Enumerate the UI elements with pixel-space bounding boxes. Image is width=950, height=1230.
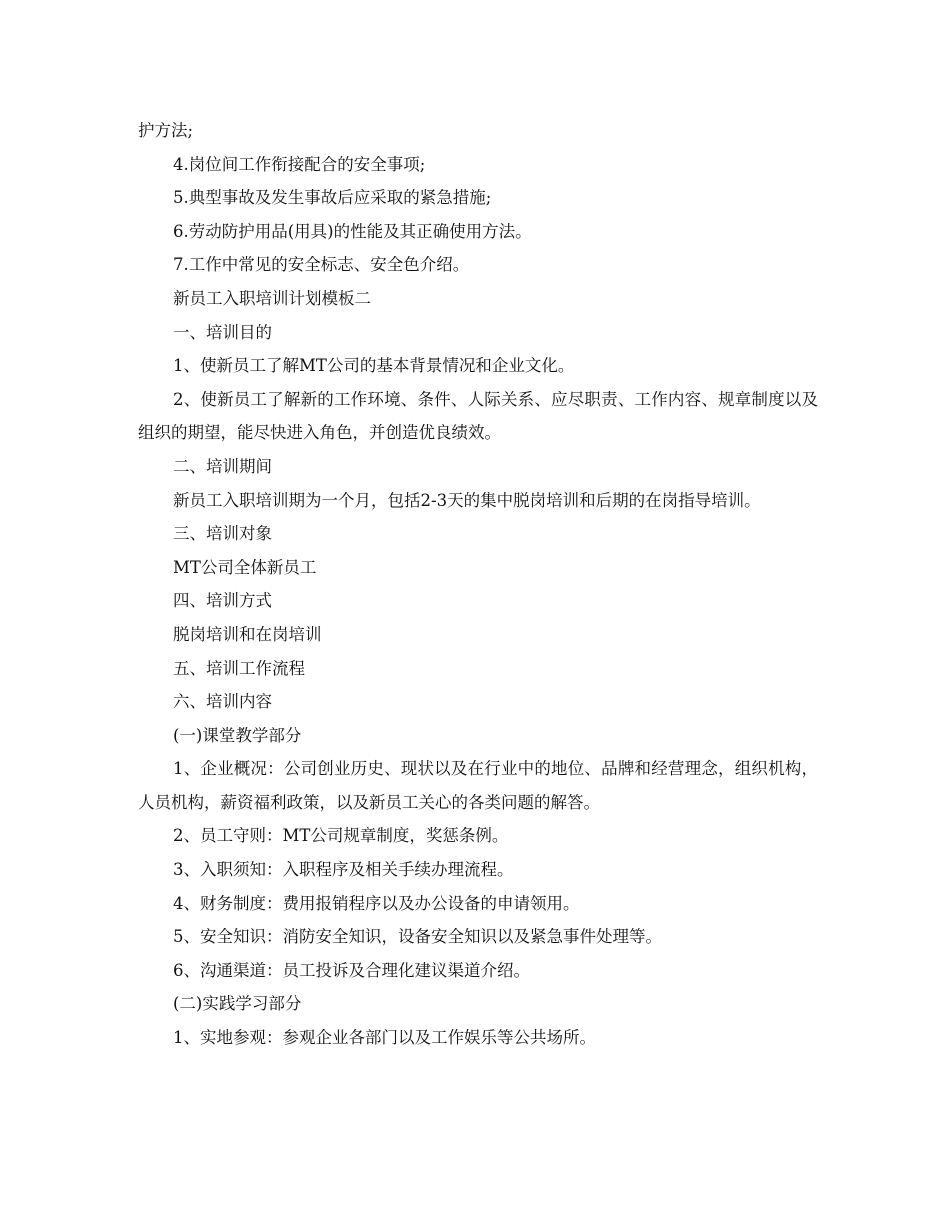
subsection-heading: (二)实践学习部分: [173, 994, 302, 1014]
paragraph: 2、使新员工了解新的工作环境、条件、人际关系、应尽职责、工作内容、规章制度以及组织的期望，能尽快进入角色，并创造优良绩效。: [138, 389, 818, 443]
paragraph: 脱岗培训和在岗培训: [173, 624, 322, 644]
paragraph: 3、入职须知：入职程序及相关手续办理流程。: [173, 860, 514, 880]
section-heading: 一、培训目的: [173, 322, 272, 342]
section-heading: 三、培训对象: [173, 524, 272, 544]
section-heading: 二、培训期间: [173, 456, 272, 476]
paragraph: 4、财务制度：费用报销程序以及办公设备的申请领用。: [173, 893, 580, 913]
paragraph: 新员工入职培训期为一个月，包括2-3天的集中脱岗培训和后期的在岗指导培训。: [173, 490, 761, 510]
section-heading: 四、培训方式: [173, 591, 272, 611]
paragraph: 5.典型事故及发生事故后应采取的紧急措施;: [173, 188, 492, 208]
subsection-heading: (一)课堂教学部分: [173, 725, 302, 745]
paragraph: 5、安全知识：消防安全知识，设备安全知识以及紧急事件处理等。: [173, 927, 662, 947]
paragraph: MT公司全体新员工: [173, 557, 317, 577]
paragraph: 6.劳动防护用品(用具)的性能及其正确使用方法。: [173, 221, 532, 241]
paragraph: 7.工作中常见的安全标志、安全色介绍。: [173, 255, 470, 275]
document-body: [138, 114, 818, 1055]
paragraph: 6、沟通渠道：员工投诉及合理化建议渠道介绍。: [173, 960, 530, 980]
paragraph: 1、实地参观：参观企业各部门以及工作娱乐等公共场所。: [173, 1028, 596, 1048]
section-heading: 六、培训内容: [173, 692, 272, 712]
section-heading: 五、培训工作流程: [173, 658, 305, 678]
paragraph: 2、员工守则：MT公司规章制度，奖惩条例。: [173, 826, 509, 846]
paragraph: 护方法;: [138, 121, 194, 140]
paragraph: 4.岗位间工作衔接配合的安全事项;: [173, 154, 426, 174]
paragraph: 1、企业概况：公司创业历史、现状以及在行业中的地位、品牌和经营理念，组织机构，人员机构，薪资福利政策，以及新员工关心的各类问题的解答。: [138, 759, 818, 812]
paragraph: 1、使新员工了解MT公司的基本背景情况和企业文化。: [173, 356, 575, 376]
section-title: 新员工入职培训计划模板二: [173, 288, 371, 308]
